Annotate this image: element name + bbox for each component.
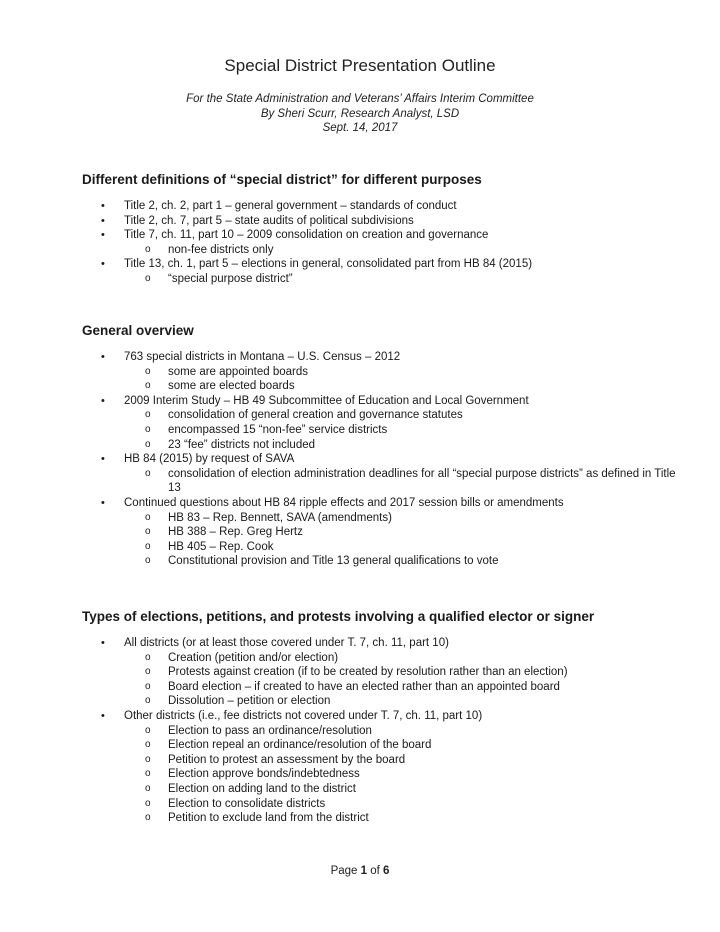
section-heading: Different definitions of “special district” for different purposes: [82, 172, 482, 187]
sub-list-item: o HB 83 – Rep. Bennett, SAVA (amendments): [145, 511, 392, 524]
circle-bullet-icon: o: [145, 511, 151, 523]
circle-bullet-icon: o: [145, 812, 151, 824]
bullet-icon: •: [101, 214, 105, 227]
page-number: Page 1 of 6: [330, 865, 390, 877]
circle-bullet-icon: o: [145, 438, 151, 450]
circle-bullet-icon: o: [145, 423, 151, 435]
circle-bullet-icon: o: [145, 651, 151, 663]
sub-list-item: o Election approve bonds/indebtedness: [145, 768, 360, 781]
sub-list-item: o Election to pass an ordinance/resolution: [145, 724, 372, 737]
bullet-icon: •: [101, 394, 105, 407]
circle-bullet-icon: o: [145, 739, 151, 751]
sub-list-item: o Dissolution – petition or election: [145, 695, 331, 708]
sub-list-item: o encompassed 15 “non-fee” service districts: [145, 423, 388, 436]
sub-list-item: o some are elected boards: [145, 380, 295, 393]
circle-bullet-icon: o: [145, 797, 151, 809]
sub-list-item: o Election on adding land to the district: [145, 782, 356, 795]
sub-list-item: o Constitutional provision and Title 13 general qualifications to vote: [145, 555, 499, 568]
bullet-icon: •: [101, 200, 105, 212]
list-item: • Other districts (i.e., fee districts not covered under T. 7, ch. 11, part 10) o Election to pass an ordinance/resolution o Election repeal an ordinance/resolution of the board o Petition to protest an assessment by the board o Election approve bonds/indebtedness o Election on adding land to the district o Election to consolidate districts o Petition to exclude land from the district: [82, 709, 682, 826]
list-item: • HB 84 (2015) by request of SAVA o consolidation of election administration deadlines for all “special purpose districts” as defined in Title 13: [82, 452, 682, 496]
sub-list-item: o 23 “fee” districts not included: [145, 438, 316, 451]
sub-list-item: o Election to consolidate districts: [145, 797, 326, 810]
subtitle-committee: For the State Administration and Veterans’ Affairs Interim Committee: [186, 93, 534, 105]
circle-bullet-icon: o: [145, 753, 151, 765]
sub-list-item: o non-fee districts only: [145, 243, 274, 256]
list-item: • Title 13, ch. 1, part 5 – elections in general, consolidated part from HB 84 (2015) o “special purpose district”: [82, 257, 682, 286]
sub-list-item: o “special purpose district”: [145, 272, 293, 285]
circle-bullet-icon: o: [145, 666, 151, 678]
bullet-icon: •: [101, 637, 105, 649]
circle-bullet-icon: o: [145, 365, 151, 377]
sub-list-item: o consolidation of election administration deadlines for all “special purpose districts” as defined in Title 13: [145, 467, 676, 495]
sub-list-item: o Creation (petition and/or election): [145, 651, 339, 664]
list-item: • Title 7, ch. 11, part 10 – 2009 consolidation on creation and governance o non-fee districts only: [82, 228, 682, 257]
circle-bullet-icon: o: [145, 467, 151, 479]
bullet-icon: •: [101, 258, 105, 271]
section-heading: Types of elections, petitions, and protests involving a qualified elector or signer: [82, 609, 595, 624]
sub-list-item: o HB 388 – Rep. Greg Hertz: [145, 526, 303, 539]
total-pages: 6: [383, 865, 390, 877]
circle-bullet-icon: o: [145, 768, 151, 780]
bullet-icon: •: [101, 351, 105, 363]
list-item: • 2009 Interim Study – HB 49 Subcommittee of Education and Local Government o consolidation of general creation and governance statutes o encompassed 15 “non-fee” service districts o 23 “fee” districts not included: [82, 394, 682, 452]
section-heading: General overview: [82, 323, 194, 338]
circle-bullet-icon: o: [145, 782, 151, 794]
circle-bullet-icon: o: [145, 555, 151, 567]
bullet-icon: •: [101, 229, 105, 242]
list-item: • All districts (or at least those covered under T. 7, ch. 11, part 10) o Creation (petition and/or election) o Protests against creation (if to be created by resolution rather than an election) o Board election – if created to have an elected rather than an appointed board o Dissolution – petition or election: [82, 636, 682, 709]
bullet-icon: •: [101, 709, 105, 722]
bullet-icon: •: [101, 496, 105, 509]
circle-bullet-icon: o: [145, 680, 151, 692]
circle-bullet-icon: o: [145, 272, 151, 284]
circle-bullet-icon: o: [145, 409, 151, 421]
document-title: Special District Presentation Outline: [224, 56, 496, 75]
subtitle-date: Sept. 14, 2017: [322, 122, 398, 134]
sub-list-item: o Petition to protest an assessment by the board: [145, 753, 406, 766]
circle-bullet-icon: o: [145, 380, 151, 392]
circle-bullet-icon: o: [145, 243, 151, 255]
sub-list-item: o Election repeal an ordinance/resolution of the board: [145, 739, 432, 752]
list-item: • Continued questions about HB 84 ripple effects and 2017 session bills or amendments o HB 83 – Rep. Bennett, SAVA (amendments) o HB 388 – Rep. Greg Hertz o HB 405 – Rep. Cook o Constitutional provision and Title 13 general qualifications to vote: [82, 496, 682, 569]
list-item: • Title 2, ch. 2, part 1 – general government – standards of conduct: [101, 200, 457, 212]
section-general-overview: [82, 323, 682, 569]
sub-list-item: o some are appointed boards: [145, 365, 309, 378]
sub-list-item: o Petition to exclude land from the district: [145, 812, 369, 825]
document-subtitle: [0, 92, 720, 136]
list-item: • Title 2, ch. 7, part 5 – state audits of political subdivisions: [101, 214, 414, 227]
circle-bullet-icon: o: [145, 695, 151, 707]
sub-list-item: o Protests against creation (if to be created by resolution rather than an election): [145, 666, 568, 679]
section-election-types: [82, 609, 682, 826]
section-definitions: [82, 172, 682, 287]
sub-list-item: o consolidation of general creation and governance statutes: [145, 409, 463, 422]
current-page: 1: [360, 865, 368, 877]
circle-bullet-icon: o: [145, 540, 151, 552]
list-item: • 763 special districts in Montana – U.S. Census – 2012 o some are appointed boards o some are elected boards: [82, 350, 682, 394]
bullet-icon: •: [101, 453, 105, 466]
subtitle-author: By Sheri Scurr, Research Analyst, LSD: [260, 107, 460, 120]
sub-list-item: o HB 405 – Rep. Cook: [145, 540, 274, 553]
sub-list-item: o Board election – if created to have an elected rather than an appointed board: [145, 680, 560, 693]
circle-bullet-icon: o: [145, 526, 151, 538]
circle-bullet-icon: o: [145, 724, 151, 736]
